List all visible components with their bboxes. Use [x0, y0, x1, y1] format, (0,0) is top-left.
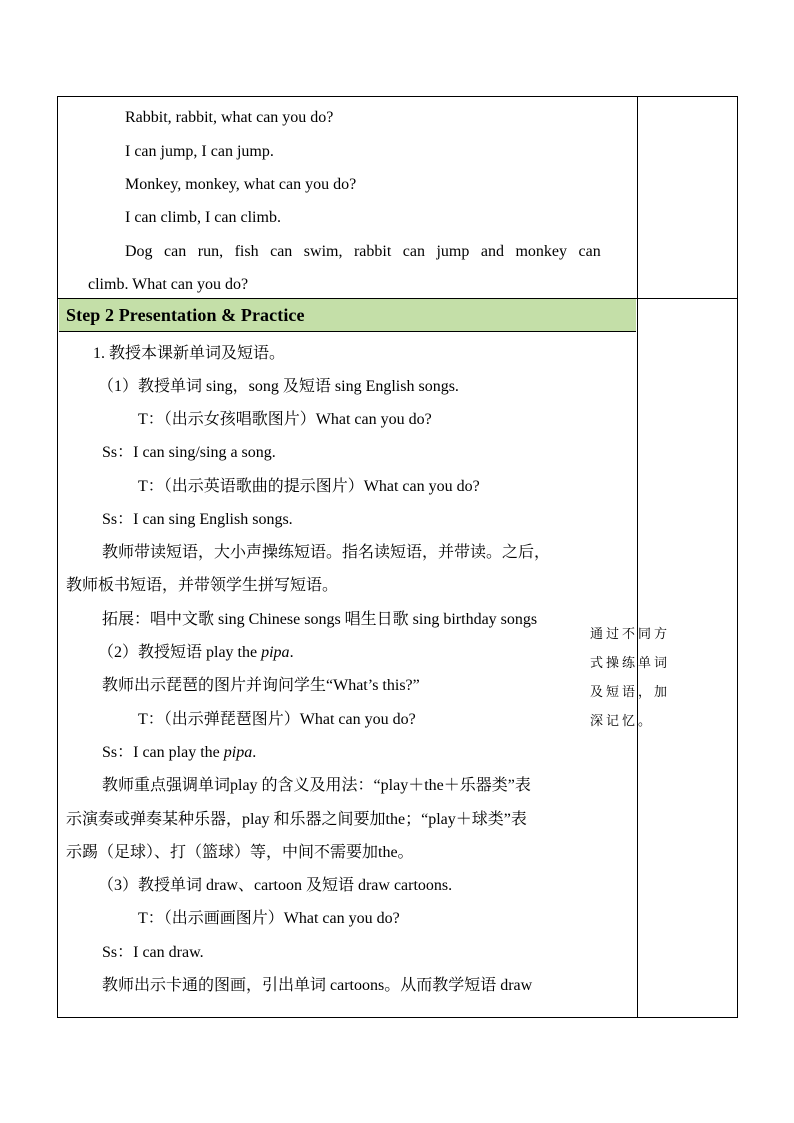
- body-line: T：（出示画画图片）What can you do?: [138, 910, 400, 927]
- lesson-table: [57, 96, 738, 1018]
- side-note: [590, 620, 730, 736]
- step-title: Step 2 Presentation & Practice: [66, 305, 305, 325]
- body-line: （3）教授单词 draw、cartoon 及短语 draw cartoons.: [98, 877, 453, 894]
- body-line: Ss：I can sing English songs.: [102, 511, 293, 528]
- side-note-line: 及短语，加: [590, 685, 671, 700]
- side-note-line: 深记忆。: [590, 714, 655, 729]
- body-line: 教师重点强调单词play 的含义及用法：“play＋the＋乐器类”表: [102, 777, 531, 794]
- body-line: Ss：I can sing/sing a song.: [102, 444, 276, 461]
- body-line: 教师出示卡通的图画，引出单词 cartoons。从而教学短语 draw: [102, 977, 533, 994]
- body-line: 拓展：唱中文歌 sing Chinese songs 唱生日歌 sing birthday songs: [102, 611, 538, 628]
- chant-line: climb. What can you do?: [88, 276, 249, 293]
- step-header: [59, 299, 636, 332]
- body-line: 教师出示琵琶的图片并询问学生“What’s this?”: [102, 677, 420, 694]
- body-line: 示演奏或弹奏某种乐器，play 和乐器之间要加the；“play＋球类”表: [66, 811, 527, 828]
- body-line: T：（出示女孩唱歌图片）What can you do?: [138, 411, 432, 428]
- side-note-line: 通过不同方: [590, 627, 671, 642]
- body-line: T：（出示英语歌曲的提示图片）What can you do?: [138, 478, 480, 495]
- body-line: 1. 教授本课新单词及短语。: [93, 345, 286, 362]
- body-line: 示踢（足球）、打（篮球）等，中间不需要加the。: [66, 844, 414, 861]
- body-line: Ss：I can draw.: [102, 944, 204, 961]
- chant-line: Monkey, monkey, what can you do?: [125, 176, 357, 193]
- body-line: （2）教授短语 play the pipa.: [98, 644, 294, 661]
- body-line: 教师板书短语，并带领学生拼写短语。: [66, 577, 339, 594]
- body-line: Ss：I can play the pipa.: [102, 744, 257, 761]
- chant-line: I can jump, I can jump.: [125, 143, 274, 160]
- side-note-line: 式操练单词: [590, 656, 671, 671]
- body-line: T：（出示弹琵琶图片）What can you do?: [138, 711, 416, 728]
- chant-line: Dog can run, fish can swim, rabbit can jump and monkey can: [125, 243, 601, 260]
- body-line: （1）教授单词 sing，song 及短语 sing English songs.: [98, 378, 459, 395]
- body-line: 教师带读短语，大小声操练短语。指名读短语，并带读。之后，: [102, 544, 551, 561]
- chant-line: I can climb, I can climb.: [125, 209, 281, 226]
- column-divider: [637, 97, 638, 1017]
- chant-line: Rabbit, rabbit, what can you do?: [125, 109, 334, 126]
